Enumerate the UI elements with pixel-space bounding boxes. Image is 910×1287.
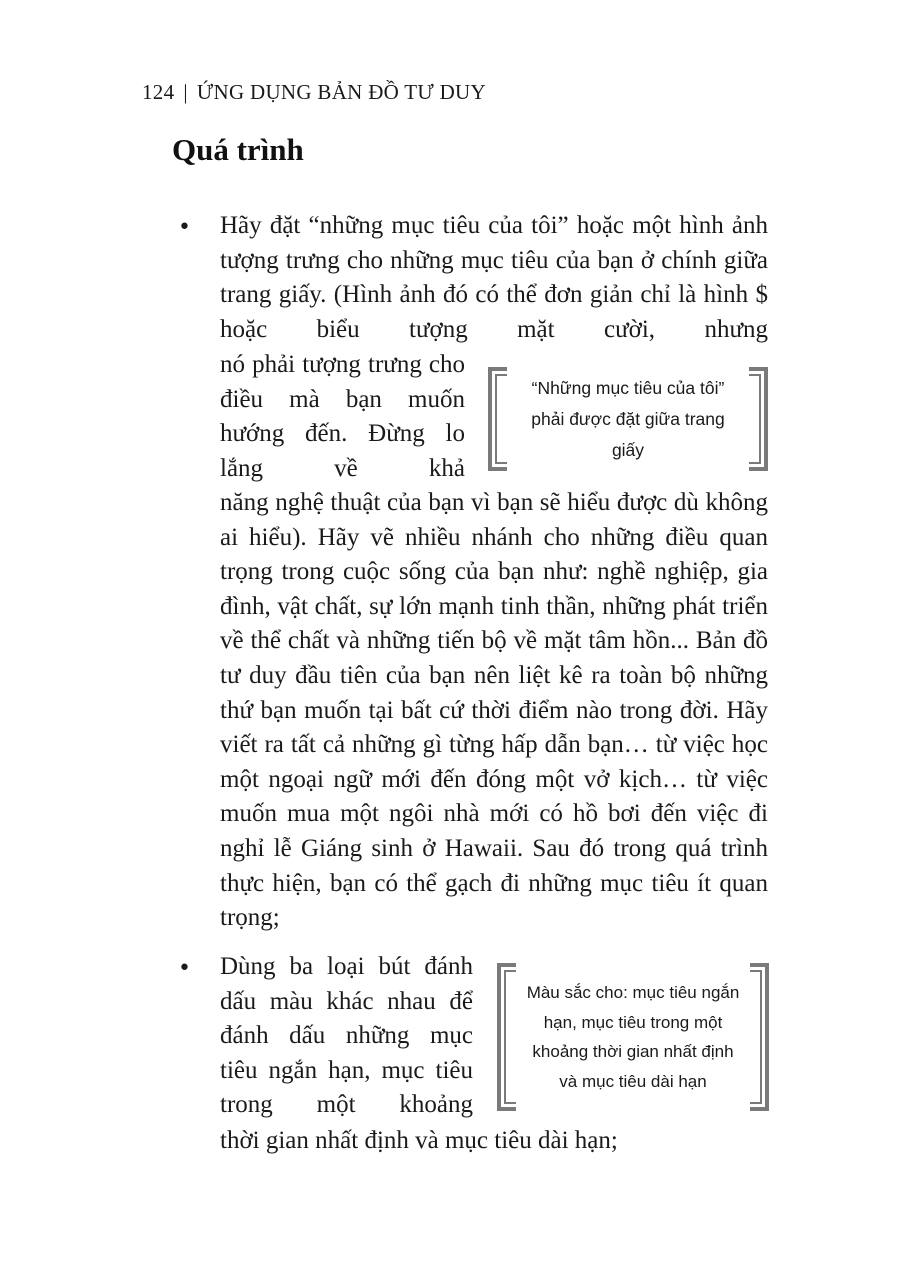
bullet-1-marker: • <box>178 215 191 240</box>
callout-1-text: “Những mục tiêu của tôi” phải được đặt giữa trang giấy <box>531 377 725 460</box>
bullet-1-text-top: Hãy đặt “những mục tiêu của tôi” hoặc một hình ảnh tượng trưng cho những mục tiêu của bạn ở chính giữa trang giấy. (Hình ảnh đó có thể đơn giản chỉ là hình $ hoặc biểu tượng mặt cười, nhưng <box>220 212 768 343</box>
running-head <box>142 80 486 105</box>
bullet-2-text-side: Dùng ba loại bút đánh dấu màu khác nhau để đánh dấu những mục tiêu ngắn hạn, mục tiêu trong một khoảng <box>220 953 473 1119</box>
callout-2-text: Màu sắc cho: mục tiêu ngắn hạn, mục tiêu trong một khoảng thời gian nhất định và mục tiêu dài hạn <box>526 983 740 1091</box>
callout-box-2 <box>496 962 770 1112</box>
bullet-1-text-side: nó phải tượng trưng cho điều mà bạn muốn hướng đến. Đừng lo lắng về khả <box>220 351 465 482</box>
header-separator: | <box>183 80 188 104</box>
book-title: ỨNG DỤNG BẢN ĐỒ TƯ DUY <box>196 80 486 104</box>
callout-box-1 <box>487 366 769 472</box>
section-title: Quá trình <box>172 132 304 167</box>
bullet-2-text-bottom: thời gian nhất định và mục tiêu dài hạn; <box>220 1127 618 1154</box>
bullet-1-text-bottom: năng nghệ thuật của bạn vì bạn sẽ hiểu được dù không ai hiểu). Hãy vẽ nhiều nhánh cho những điều quan trọng trong cuộc sống của bạn như: nghề nghiệp, gia đình, vật chất, sự lớn mạnh tinh thần, những phát triển về thể chất và những tiến bộ về mặt tâm hồn... Bản đồ tư duy đầu tiên của bạn nên liệt kê ra toàn bộ những thứ bạn muốn tại bất cứ thời điểm nào trong đời. Hãy viết ra tất cả những gì từng hấp dẫn bạn… từ việc học một ngoại ngữ mới đến đóng một vở kịch… từ việc muốn mua một ngôi nhà mới có hồ bơi đến việc đi nghỉ lễ Giáng sinh ở Hawaii. Sau đó trong quá trình thực hiện, bạn có thể gạch đi những mục tiêu ít quan trọng; <box>220 489 768 932</box>
page-number: 124 <box>142 80 175 104</box>
bullet-2-marker: • <box>178 956 191 981</box>
